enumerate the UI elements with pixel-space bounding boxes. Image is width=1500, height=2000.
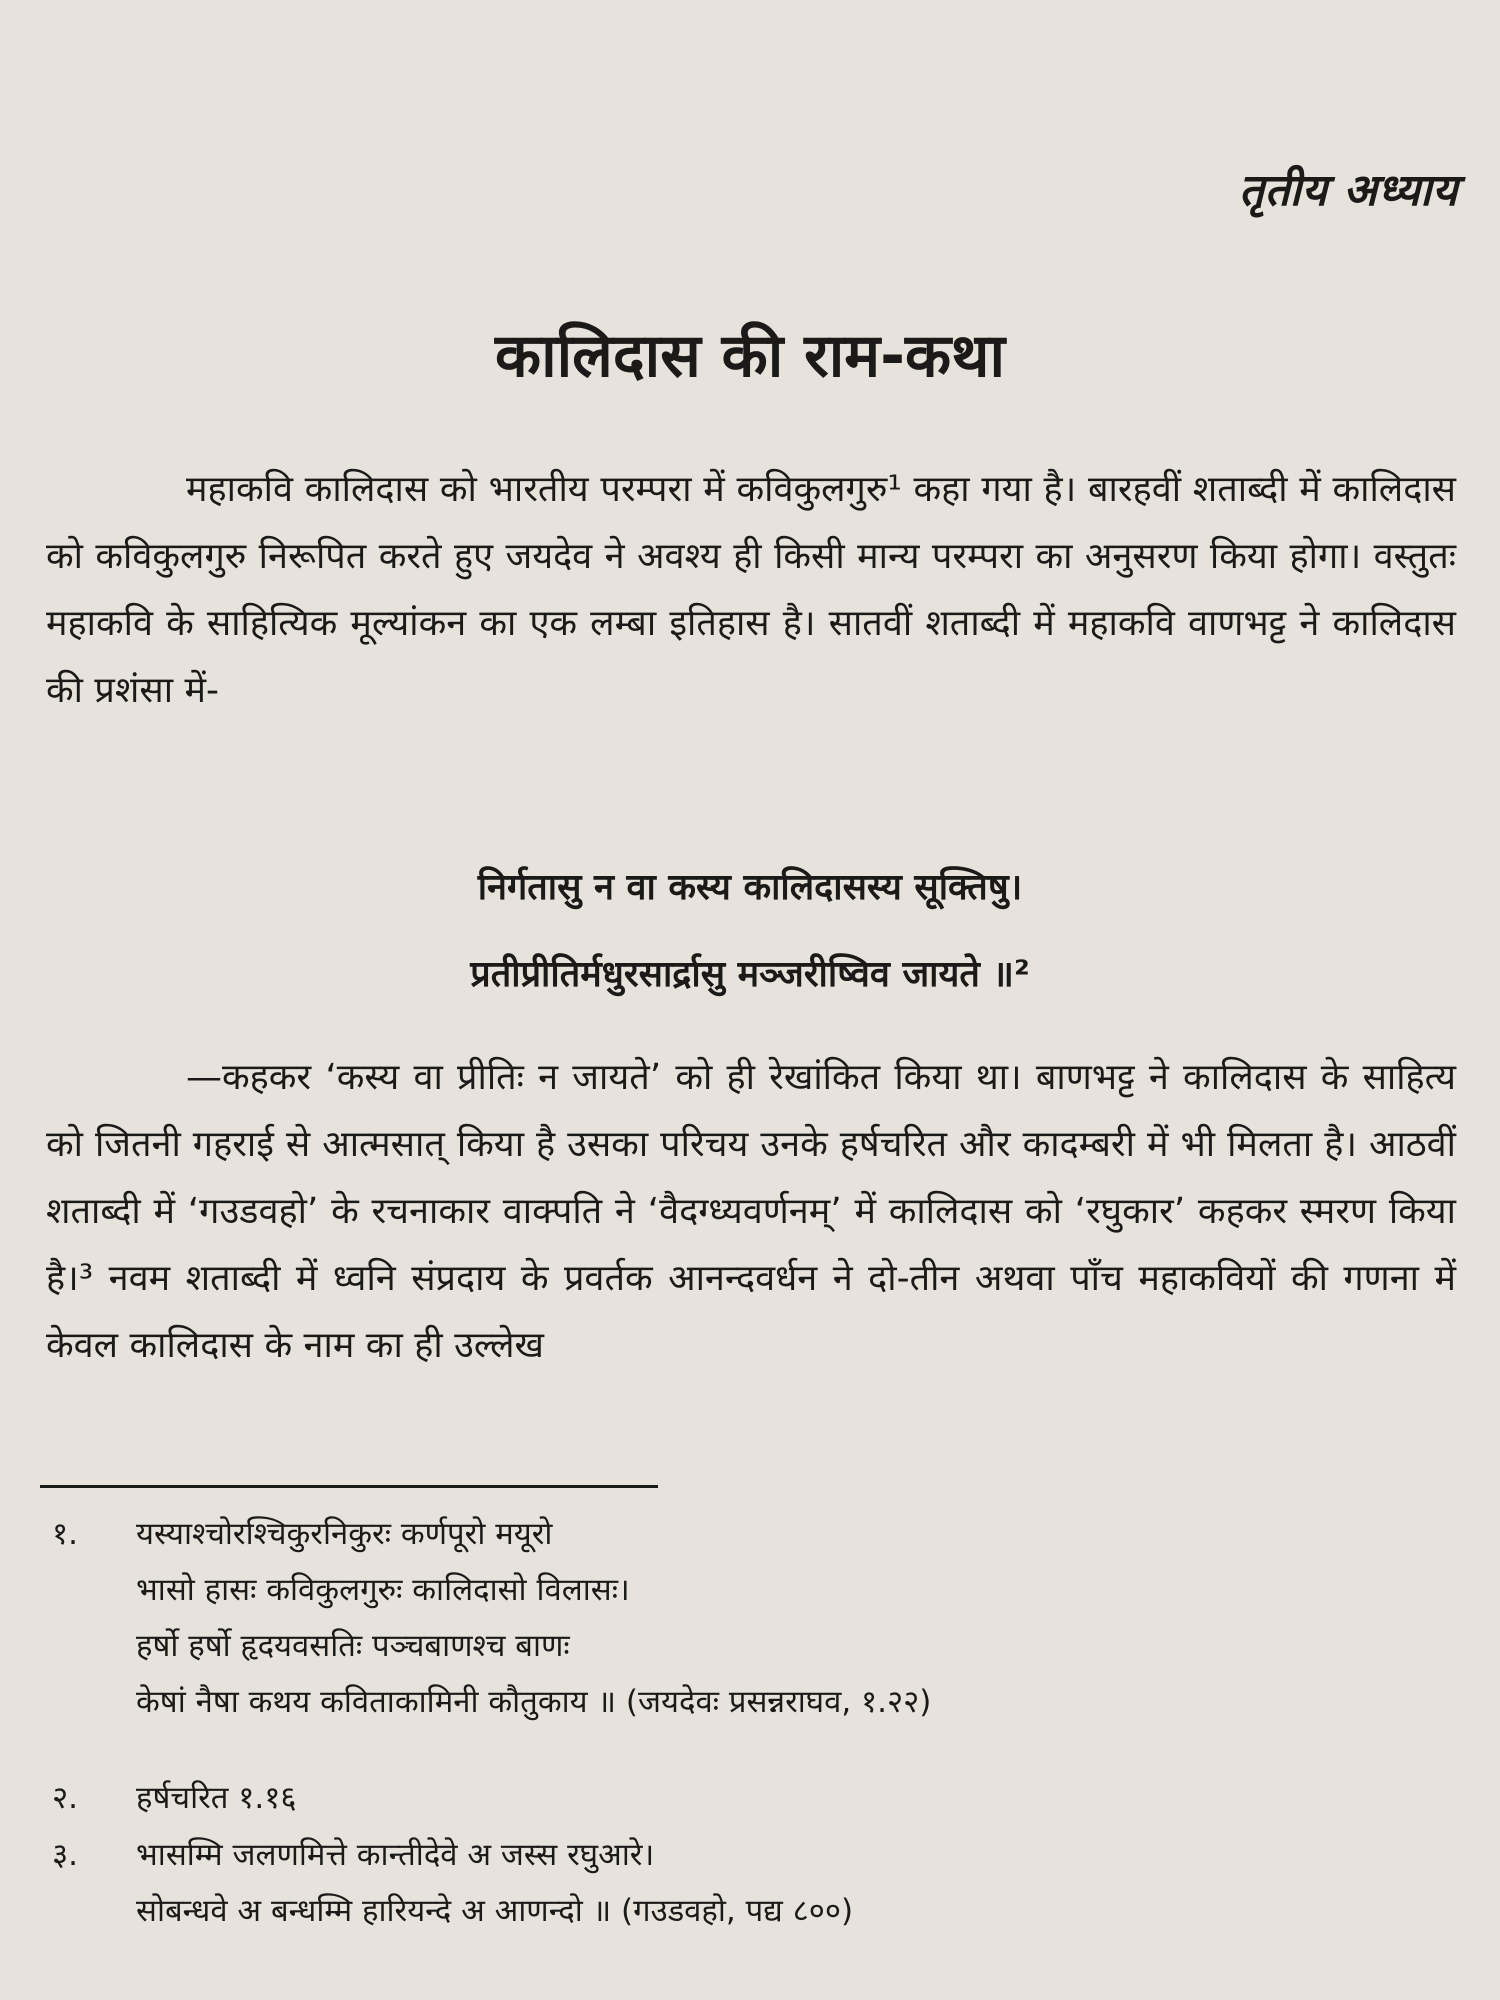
footnote-line: हर्षचरित १.१६ [136,1780,297,1816]
footnote-number: १. [52,1516,78,1552]
footnote-line: भासो हासः कविकुलगुरुः कालिदासो विलासः। [136,1572,630,1608]
footnote-divider [40,1485,658,1488]
chapter-heading: तृतीय अध्याय [1239,165,1458,216]
footnote-line: हर्षो हर्षो हृदयवसतिः पञ्चबाणश्च बाणः [136,1628,570,1664]
footnote-line: केषां नैषा कथय कविताकामिनी कौतुकाय ॥ (जयदेवः प्रसन्नराघव, १.२२) [136,1684,932,1720]
footnote-line: सोबन्धवे अ बन्धम्मि हारियन्दे अ आणन्दो ॥ (गउडवहो, पद्य ८००) [136,1893,854,1929]
footnote-line: भासम्मि जलणमित्ते कान्तीदेवे अ जस्स रघुआरे। [136,1837,655,1873]
footnote-1 [52,1506,931,1730]
footnote-number: ३. [52,1837,78,1873]
footnote-3 [52,1827,853,1939]
paragraph-2: —कहकर ‘कस्य वा प्रीतिः न जायते’ को ही रेखांकित किया था। बाणभट्ट ने कालिदास के साहित्य को जितनी गहराई से आत्मसात् किया है उसका परिचय उनके हर्षचरित और कादम्बरी में भी मिलता है। आठवीं शताब्दी में ‘गउडवहो’ के रचनाकार वाक्पति ने ‘वैदग्ध्यवर्णनम्’ में कालिदास को ‘रघुकार’ कहकर स्मरण किया है।³ नवम शताब्दी में ध्वनि संप्रदाय के प्रवर्तक आनन्दवर्धन ने दो-तीन अथवा पाँच महाकवियों की गणना में केवल कालिदास के नाम का ही उल्लेख [46,1057,1456,1366]
paragraph-1: महाकवि कालिदास को भारतीय परम्परा में कविकुलगुरु¹ कहा गया है। बारहवीं शताब्दी में कालिदास को कविकुलगुरु निरूपित करते हुए जयदेव ने अवश्य ही किसी मान्य परम्परा का अनुसरण किया होगा। वस्तुतः महाकवि के साहित्यिक मूल्यांकन का एक लम्बा इतिहास है। सातवीं शताब्दी में महाकवि वाणभट्ट ने कालिदास की प्रशंसा में- [46,469,1456,711]
footnote-2 [52,1770,297,1826]
verse-line-1: निर्गतासु न वा कस्य कालिदासस्य सूक्तिषु। [477,867,1023,908]
page-title: कालिदास की राम-कथा [494,321,1006,391]
footnote-number: २. [52,1780,78,1816]
footnote-line: यस्याश्चोरश्चिकुरनिकुरः कर्णपूरो मयूरो [136,1516,553,1552]
verse-line-2: प्रतीप्रीतिर्मधुरसार्द्रासु मञ्जरीष्विव जायते ॥² [470,954,1030,995]
